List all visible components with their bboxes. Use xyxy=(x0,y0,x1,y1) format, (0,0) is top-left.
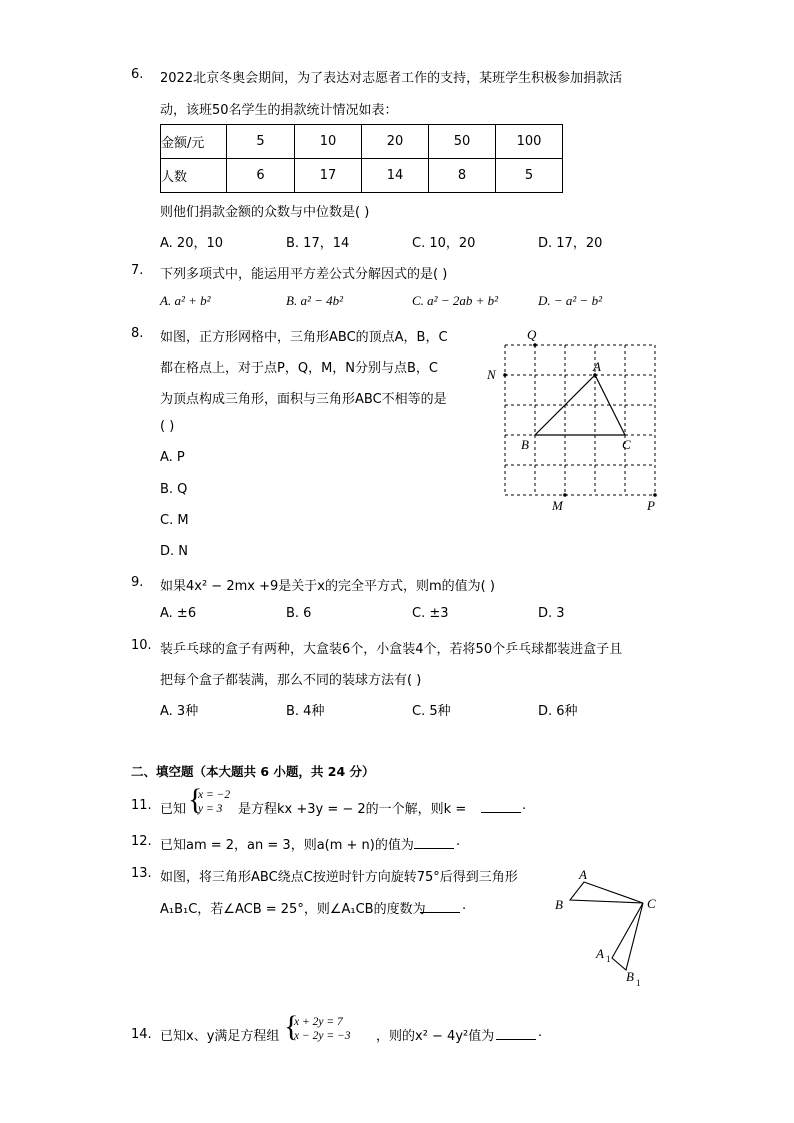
label-a1-sub: 1 xyxy=(606,954,611,964)
label-b1: B xyxy=(626,969,634,984)
dashed-grid xyxy=(505,345,655,495)
q14-number: 14. xyxy=(131,1027,152,1042)
table-cell: 17 xyxy=(295,159,362,193)
table-row xyxy=(161,159,563,193)
section-title: 二、填空题（本大题共 6 小题，共 24 分） xyxy=(131,764,375,779)
label-a: A xyxy=(579,867,587,882)
q9-text: 如果4x² − 2mx +9是关于x的完全平方式，则m的值为( ) xyxy=(160,579,495,594)
grid-triangle-figure xyxy=(485,325,665,515)
q10-line2: 把每个盒子都装满，那么不同的装球方法有( ) xyxy=(160,673,422,688)
table-cell: 8 xyxy=(429,159,496,193)
q7-option-d: D. − a² − b² xyxy=(538,293,602,308)
table-cell: 50 xyxy=(429,125,496,159)
q8-option-b: B. Q xyxy=(160,482,188,497)
table-cell: 人数 xyxy=(161,159,227,193)
q9-option-a: A. ±6 xyxy=(160,606,197,621)
point-n xyxy=(503,373,507,377)
triangle-abc xyxy=(570,882,643,903)
label-a1: A xyxy=(596,946,604,961)
q11-number: 11. xyxy=(131,798,152,813)
table-cell: 6 xyxy=(227,159,295,193)
label-q: Q xyxy=(527,327,537,342)
q13-line2: A₁B₁C，若∠ACB = 25°，则∠A₁CB的度数为 xyxy=(160,902,426,917)
table-cell: 5 xyxy=(496,159,563,193)
label-a: A xyxy=(593,359,601,374)
q7-option-c: C. a² − 2ab + b² xyxy=(412,293,499,308)
table-cell: 金额/元 xyxy=(161,125,227,159)
rotation-figure xyxy=(550,866,670,992)
q9-option-b: B. 6 xyxy=(286,606,312,621)
system-brace: { xyxy=(188,783,203,816)
label-c: C xyxy=(622,437,631,452)
q8-line1: 如图，正方形网格中，三角形ABC的顶点A，B，C xyxy=(160,330,448,345)
q7-text: 下列多项式中，能运用平方差公式分解因式的是( ) xyxy=(160,267,448,282)
q13-line1: 如图，将三角形ABC绕点C按逆时针方向旋转75°后得到三角形 xyxy=(160,870,518,885)
q10-option-a: A. 3种 xyxy=(160,704,199,719)
q13-number: 13. xyxy=(131,866,152,881)
table-cell: 10 xyxy=(295,125,362,159)
triangle-a1b1c xyxy=(612,903,643,970)
table-cell: 20 xyxy=(362,125,429,159)
q7-number: 7. xyxy=(131,263,144,278)
q10-option-b: B. 4种 xyxy=(286,704,325,719)
q8-option-d: D. N xyxy=(160,544,188,559)
q8-number: 8. xyxy=(131,326,144,341)
label-b: B xyxy=(521,437,529,452)
q13-answer-blank[interactable] xyxy=(420,900,460,913)
q6-option-b: B. 17，14 xyxy=(286,236,350,251)
q10-option-d: D. 6种 xyxy=(538,704,578,719)
point-q xyxy=(533,343,537,347)
q6-option-d: D. 17，20 xyxy=(538,236,603,251)
q12-text: 已知am = 2，an = 3，则a(m + n)的值为 xyxy=(160,838,414,853)
q8-line2: 都在格点上，对于点P，Q，M，N分别与点B，C xyxy=(160,361,439,376)
q13-end: . xyxy=(462,898,467,913)
q10-option-c: C. 5种 xyxy=(412,704,451,719)
q6-line2: 动，该班50名学生的捐款统计情况如表： xyxy=(160,103,398,118)
donation-table xyxy=(160,124,563,193)
q6-option-c: C. 10，20 xyxy=(412,236,476,251)
q9-option-d: D. 3 xyxy=(538,606,565,621)
q6-question: 则他们捐款金额的众数与中位数是( ) xyxy=(160,205,370,220)
q8-line3: 为顶点构成三角形，面积与三角形ABC不相等的是 xyxy=(160,392,447,407)
q11-sys-line1: x = −2 xyxy=(198,789,231,801)
q14-pre: 已知x、y满足方程组 xyxy=(160,1029,280,1044)
q14-answer-blank[interactable] xyxy=(496,1027,536,1040)
label-c: C xyxy=(647,896,656,911)
table-cell: 5 xyxy=(227,125,295,159)
q14-post: ，则的x² − 4y²值为 xyxy=(376,1029,495,1044)
label-n: N xyxy=(487,367,496,382)
point-p xyxy=(653,493,657,497)
q7-option-a: A. a² + b² xyxy=(160,293,211,308)
q6-line1: 2022北京冬奥会期间，为了表达对志愿者工作的支持，某班学生积极参加捐款活 xyxy=(160,71,623,86)
label-b1-sub: 1 xyxy=(636,978,641,988)
q6-number: 6. xyxy=(131,67,144,82)
table-row xyxy=(161,125,563,159)
q8-line4: ( ) xyxy=(160,419,175,434)
q14-sys-line1: x + 2y = 7 xyxy=(294,1016,343,1028)
q11-end: . xyxy=(522,798,527,813)
table-cell: 100 xyxy=(496,125,563,159)
q6-option-a: A. 20，10 xyxy=(160,236,224,251)
q11-pre: 已知 xyxy=(160,802,187,817)
q14-sys-line2: x − 2y = −3 xyxy=(294,1030,351,1042)
q9-number: 9. xyxy=(131,575,144,590)
label-p: P xyxy=(647,498,655,513)
q9-option-c: C. ±3 xyxy=(412,606,449,621)
q11-sys-line2: y = 3 xyxy=(198,803,223,815)
q14-end: . xyxy=(538,1025,543,1040)
q11-answer-blank[interactable] xyxy=(481,800,521,813)
q12-answer-blank[interactable] xyxy=(414,836,454,849)
table-cell: 14 xyxy=(362,159,429,193)
q8-option-c: C. M xyxy=(160,513,189,528)
label-m: M xyxy=(552,498,563,513)
q7-option-b: B. a² − 4b² xyxy=(286,293,344,308)
system-brace: { xyxy=(284,1010,299,1043)
q12-number: 12. xyxy=(131,834,152,849)
q12-end: . xyxy=(456,834,461,849)
point-m xyxy=(563,493,567,497)
label-b: B xyxy=(555,897,563,912)
q11-post: 是方程kx +3y = − 2的一个解，则k = xyxy=(238,802,467,817)
q10-line1: 装乒乓球的盒子有两种，大盒装6个，小盒装4个，若将50个乒乓球都装进盒子且 xyxy=(160,642,623,657)
q8-option-a: A. P xyxy=(160,450,185,465)
q10-number: 10. xyxy=(131,638,152,653)
